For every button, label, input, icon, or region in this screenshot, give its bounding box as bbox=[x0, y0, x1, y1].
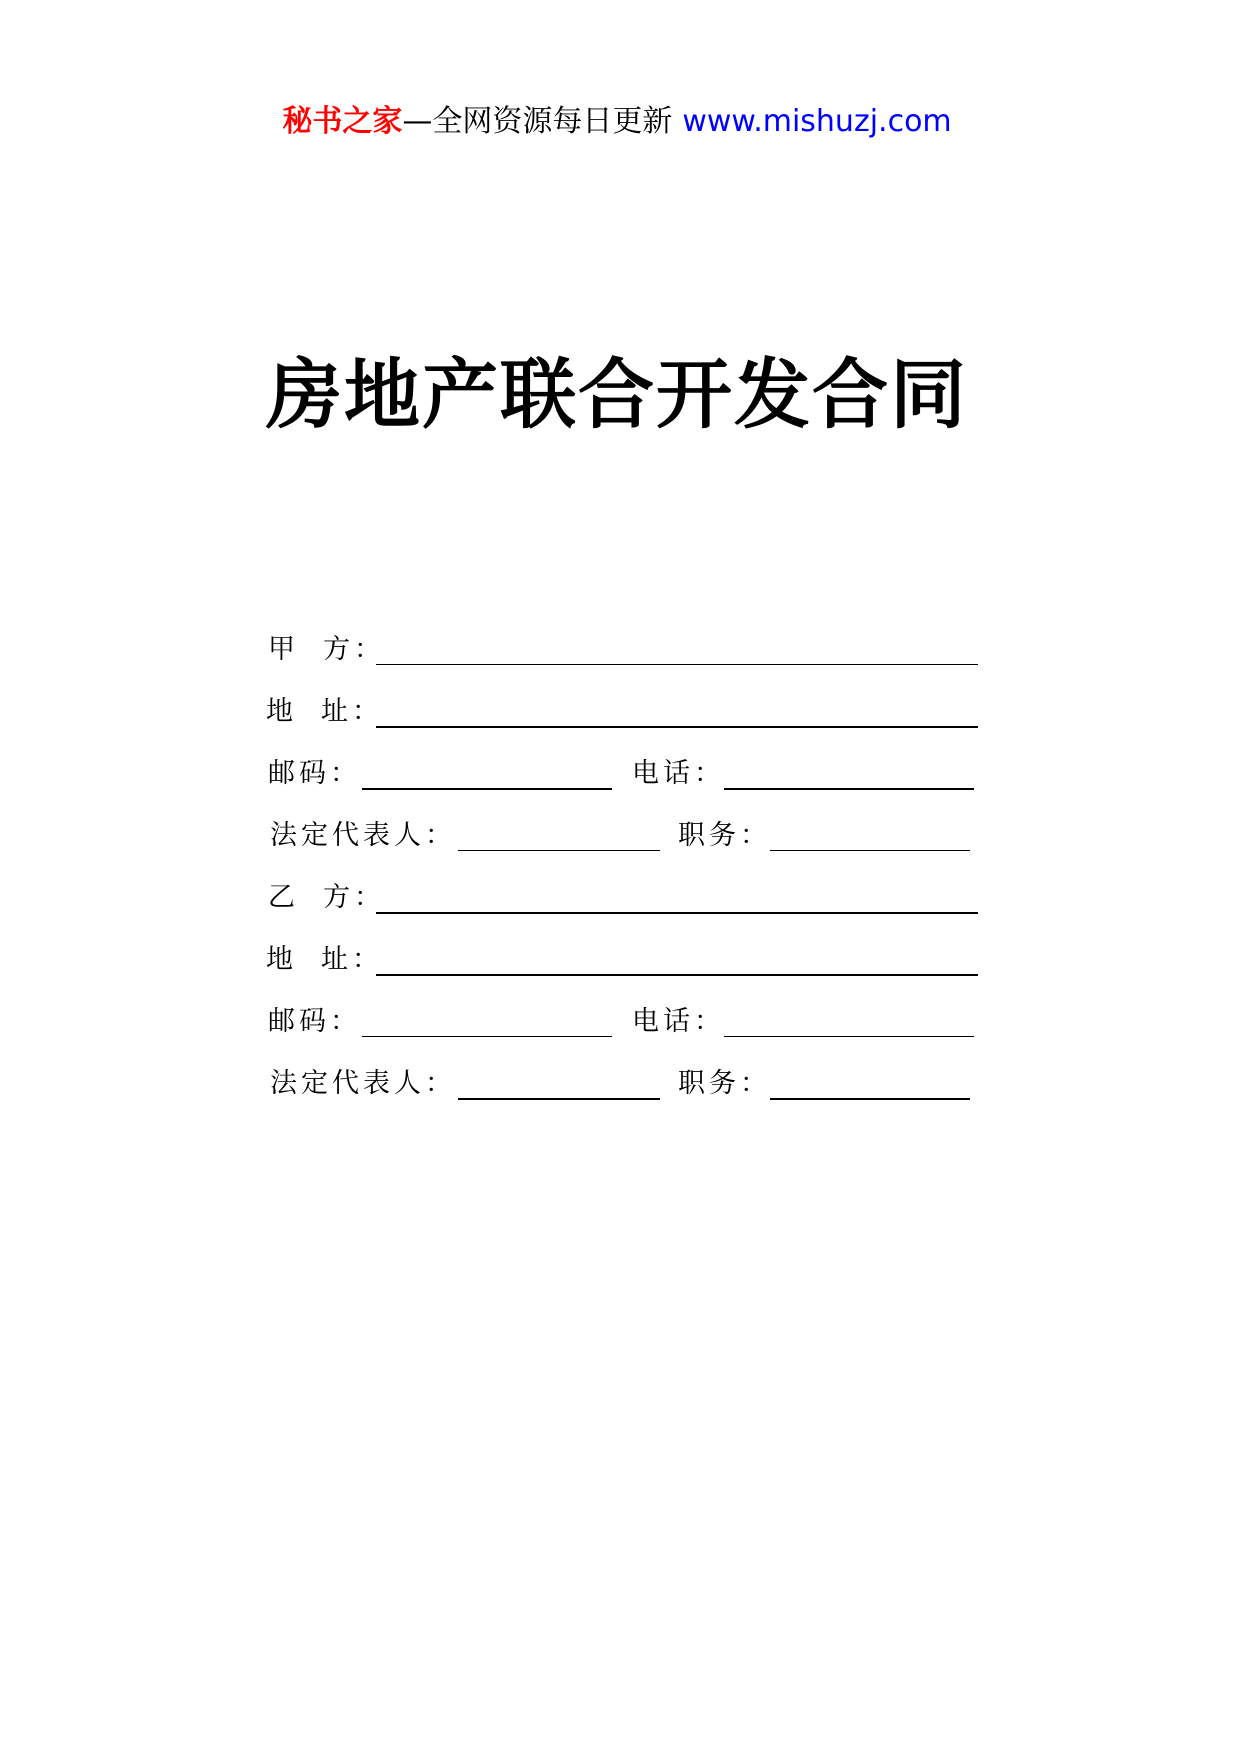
party-b-representative-field[interactable] bbox=[458, 1098, 660, 1100]
party-b-contact-row bbox=[0, 1004, 1234, 1040]
party-a-phone-label: 电话： bbox=[632, 758, 725, 789]
party-a-contact-row bbox=[0, 756, 1234, 792]
party-b-name-row bbox=[0, 880, 1234, 916]
party-a-phone-field[interactable] bbox=[724, 788, 974, 790]
party-a-address-label: 地 址： bbox=[266, 696, 383, 727]
party-b-position-label: 职务： bbox=[678, 1068, 771, 1099]
party-b-phone-field[interactable] bbox=[724, 1036, 974, 1037]
party-a-representative-label: 法定代表人： bbox=[270, 820, 456, 851]
party-b-name-field[interactable] bbox=[376, 912, 978, 914]
party-a-address-row bbox=[0, 694, 1234, 730]
party-b-address-row bbox=[0, 942, 1234, 978]
party-a-position-label: 职务： bbox=[678, 820, 771, 851]
brand-name: 秘书之家 bbox=[282, 104, 403, 139]
party-b-representative-label: 法定代表人： bbox=[270, 1068, 456, 1099]
party-a-name-row bbox=[0, 632, 1234, 668]
party-a-address-field[interactable] bbox=[376, 726, 978, 728]
party-b-position-field[interactable] bbox=[770, 1098, 970, 1100]
document-title: 房地产联合开发合同 bbox=[266, 350, 968, 439]
party-a-position-field[interactable] bbox=[770, 850, 970, 851]
site-header bbox=[0, 102, 1234, 142]
party-b-postcode-field[interactable] bbox=[362, 1036, 612, 1037]
party-b-phone-label: 电话： bbox=[632, 1006, 725, 1037]
party-a-postcode-field[interactable] bbox=[362, 788, 612, 790]
party-a-representative-field[interactable] bbox=[458, 850, 660, 851]
party-a-name-field[interactable] bbox=[376, 664, 978, 665]
party-b-address-label: 地 址： bbox=[266, 944, 383, 975]
party-b-address-field[interactable] bbox=[376, 974, 978, 976]
party-b-representative-row bbox=[0, 1066, 1234, 1102]
header-tagline: —全网资源每日更新 bbox=[402, 104, 673, 139]
site-url-link[interactable]: www.mishuzj.com bbox=[682, 104, 952, 139]
party-a-postcode-label: 邮码： bbox=[268, 758, 361, 789]
party-a-name-label: 甲 方： bbox=[268, 634, 385, 665]
party-b-name-label: 乙 方： bbox=[268, 882, 385, 913]
party-b-postcode-label: 邮码： bbox=[268, 1006, 361, 1037]
party-a-representative-row bbox=[0, 818, 1234, 854]
